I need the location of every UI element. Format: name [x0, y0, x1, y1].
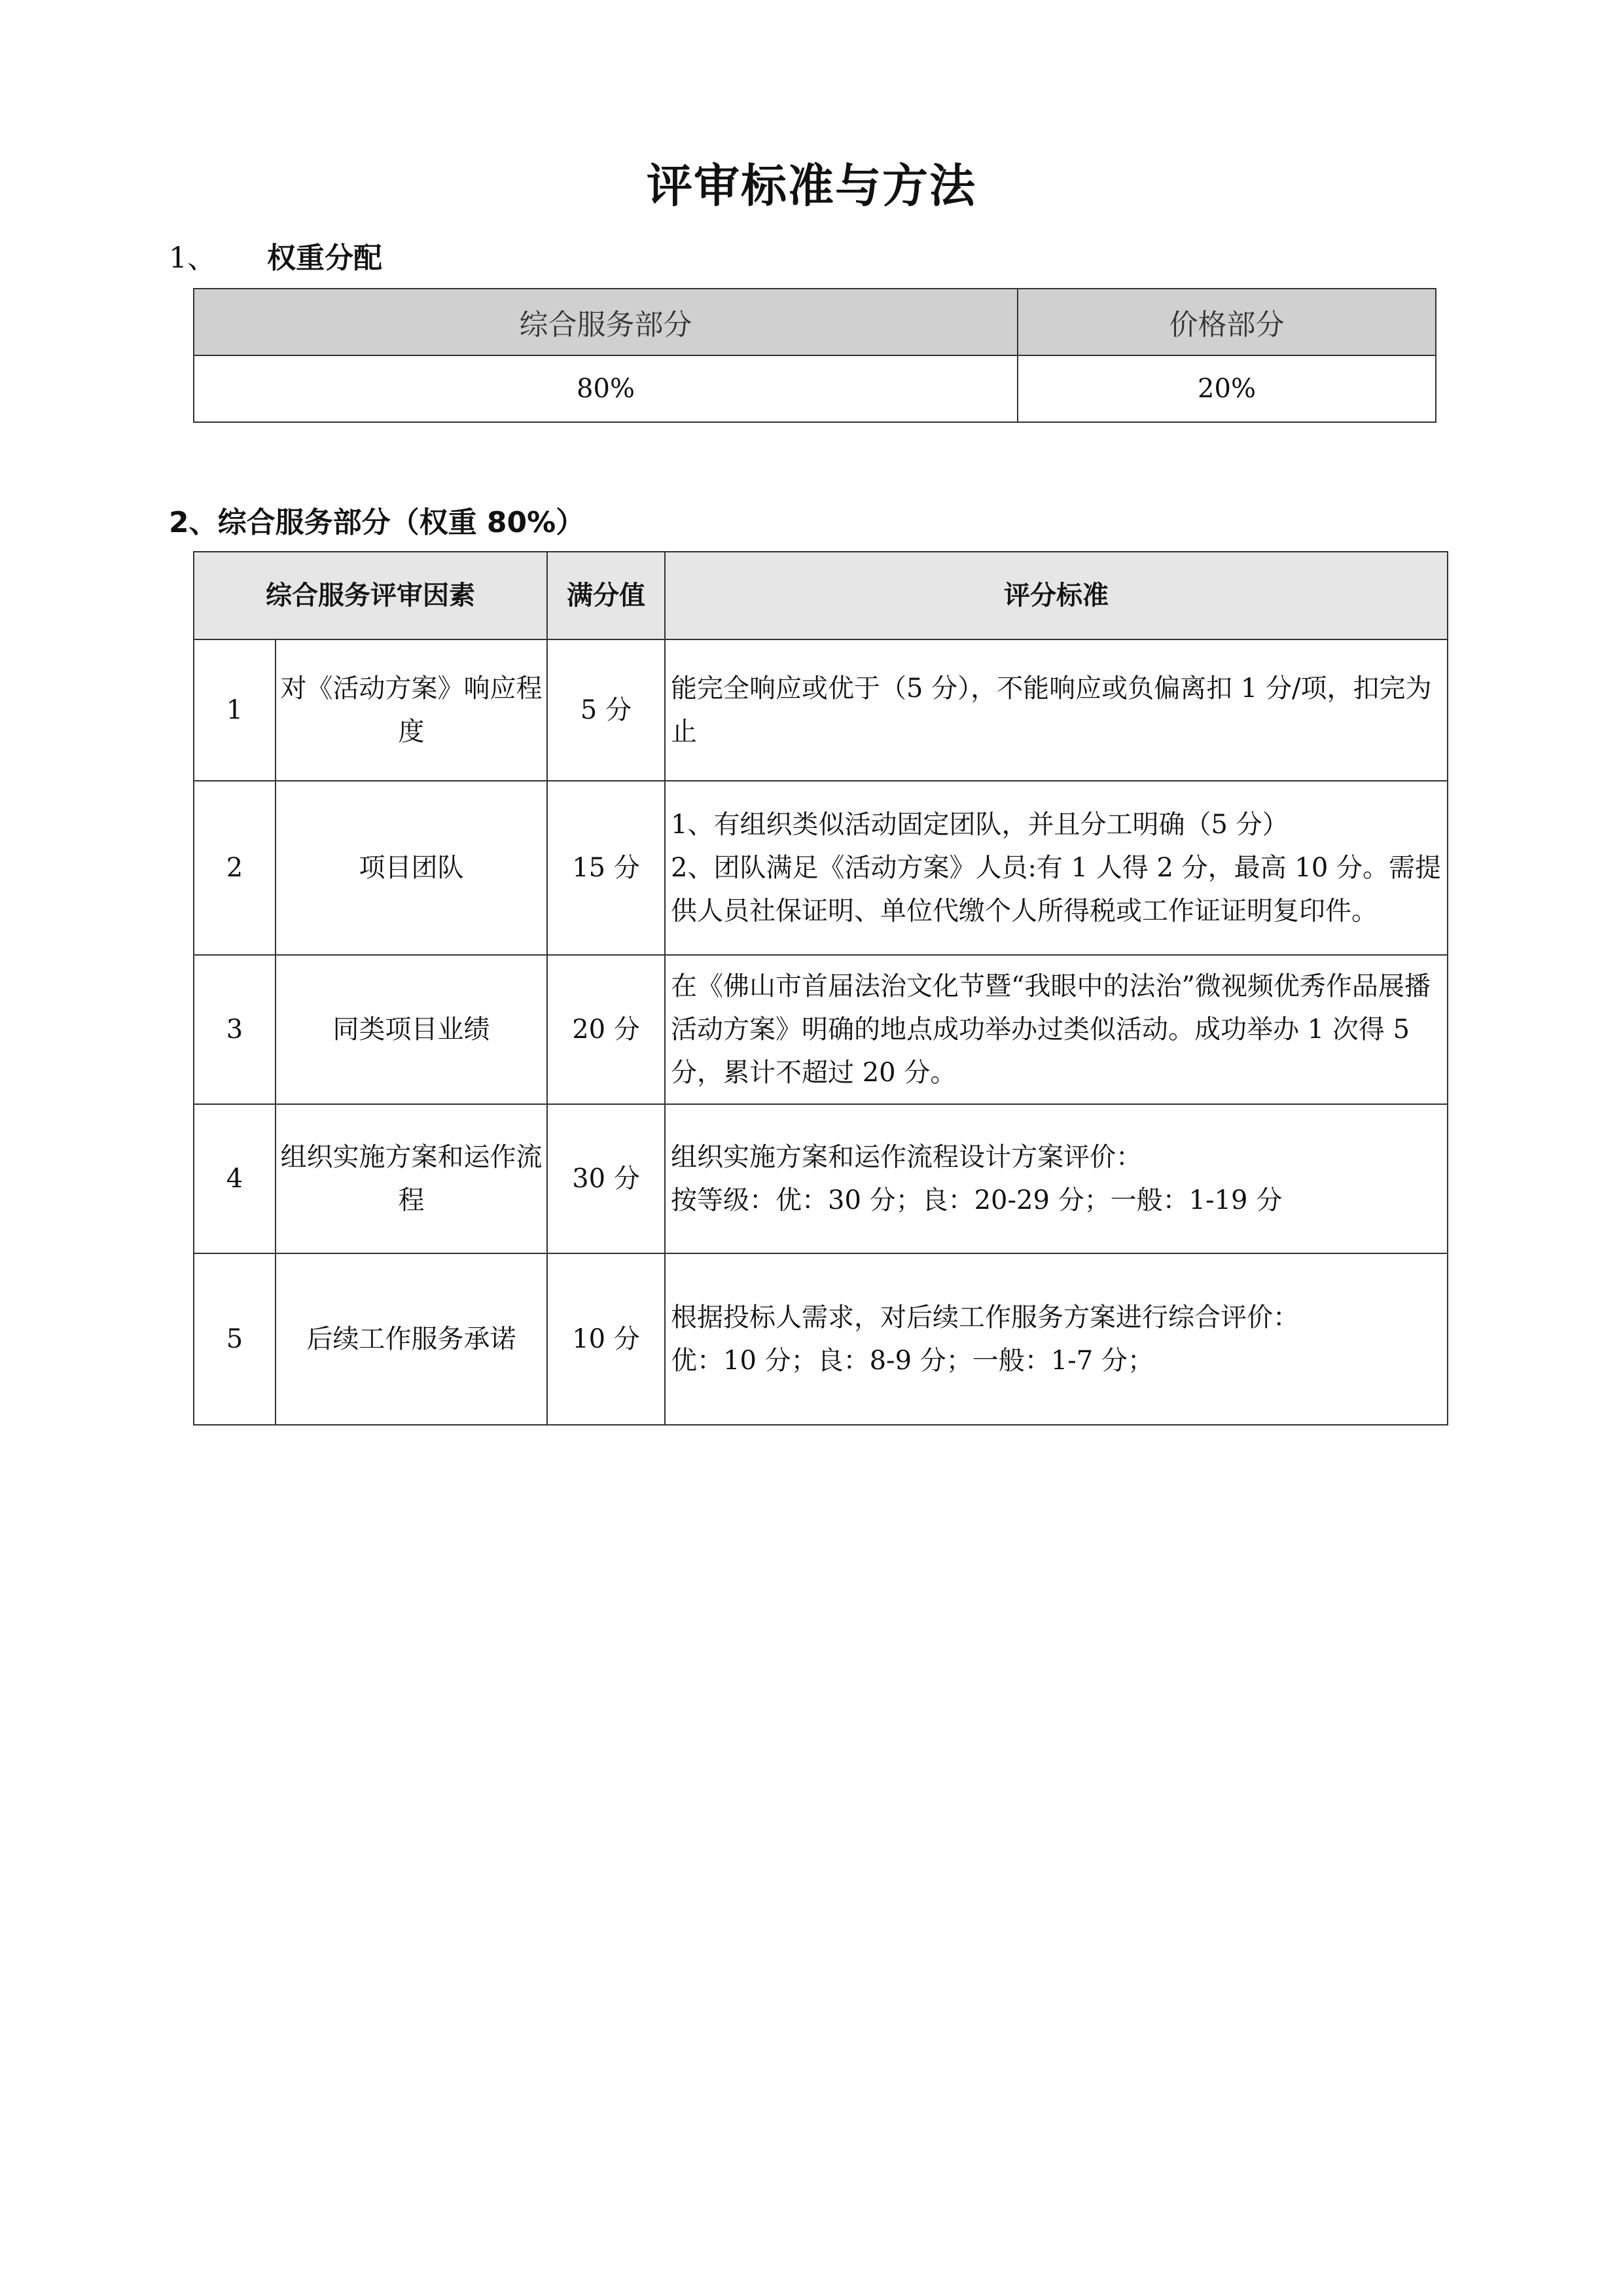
row-score: 10 分	[547, 1253, 665, 1425]
row-factor: 同类项目业绩	[276, 955, 547, 1104]
weight-table-values	[194, 355, 1436, 422]
row-criteria: 能完全响应或优于（5 分），不能响应或负偏离扣 1 分/项，扣完为止	[665, 639, 1448, 781]
section-1-title: 权重分配	[267, 242, 382, 275]
row-factor: 组织实施方案和运作流程	[276, 1104, 547, 1253]
weight-value-price: 20%	[1018, 355, 1436, 422]
weight-value-service: 80%	[194, 355, 1018, 422]
row-number: 3	[194, 955, 276, 1104]
row-score: 30 分	[547, 1104, 665, 1253]
row-number: 2	[194, 781, 276, 955]
row-criteria: 在《佛山市首届法治文化节暨“我眼中的法治”微视频优秀作品展播活动方案》明确的地点成功举办过类似活动。成功举办 1 次得 5 分，累计不超过 20 分。	[665, 955, 1448, 1104]
table-row	[194, 955, 1448, 1104]
header-factor: 综合服务评审因素	[194, 552, 547, 639]
row-score: 5 分	[547, 639, 665, 781]
table-row	[194, 1104, 1448, 1253]
section-1-number: 1、	[169, 242, 216, 275]
row-criteria: 组织实施方案和运作流程设计方案评价： 按等级：优：30 分；良：20-29 分；一般：1-19 分	[665, 1104, 1448, 1253]
section-2-heading: 2、综合服务部分（权重 80%）	[169, 506, 585, 539]
criteria-table-header	[194, 552, 1448, 639]
weight-table-header	[194, 289, 1436, 355]
row-factor: 对《活动方案》响应程度	[276, 639, 547, 781]
row-criteria: 1、有组织类似活动固定团队，并且分工明确（5 分） 2、团队满足《活动方案》人员:有 1 人得 2 分，最高 10 分。需提供人员社保证明、单位代缴个人所得税或工作证证明复印件。	[665, 781, 1448, 955]
row-score: 20 分	[547, 955, 665, 1104]
table-row	[194, 639, 1448, 781]
weight-header-service: 综合服务部分	[194, 289, 1018, 355]
header-score: 满分值	[547, 552, 665, 639]
table-row	[194, 781, 1448, 955]
weight-header-price: 价格部分	[1018, 289, 1436, 355]
section-1-heading	[169, 234, 382, 276]
row-number: 5	[194, 1253, 276, 1425]
row-factor: 后续工作服务承诺	[276, 1253, 547, 1425]
row-factor: 项目团队	[276, 781, 547, 955]
row-score: 15 分	[547, 781, 665, 955]
row-criteria: 根据投标人需求，对后续工作服务方案进行综合评价： 优：10 分；良：8-9 分；一般：1-7 分；	[665, 1253, 1448, 1425]
criteria-table	[193, 551, 1448, 1426]
table-row	[194, 1253, 1448, 1425]
row-number: 4	[194, 1104, 276, 1253]
header-criteria: 评分标准	[665, 552, 1448, 639]
row-number: 1	[194, 639, 276, 781]
weight-table	[193, 288, 1436, 423]
page-title: 评审标准与方法	[647, 159, 976, 213]
